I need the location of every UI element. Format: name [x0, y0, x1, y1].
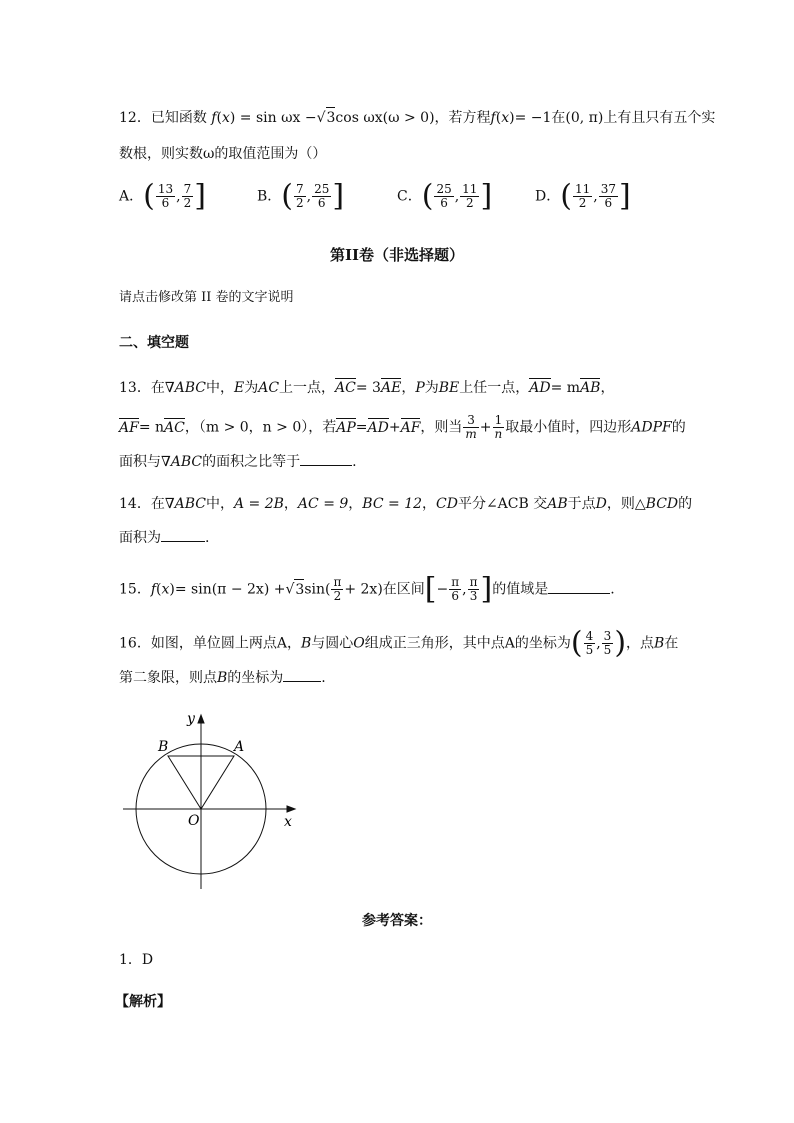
section2-note: 请点击修改第 II 卷的文字说明 — [119, 290, 294, 305]
analysis-heading: 【解析】 — [115, 994, 171, 1010]
label-o: O — [188, 813, 200, 829]
q16-line2: 第二象限，则点B的坐标为 . — [119, 667, 326, 688]
q16-line1: 16．如图，单位圆上两点A，B与圆心O组成正三角形，其中点A的坐标为( $\frac{4}{5}$ , $\frac{3}{5}$ )，点B在 — [119, 625, 679, 661]
q13-line3: 面积与∇ABC的面积之比等于 . — [119, 451, 357, 472]
label-a: A — [234, 739, 245, 755]
y-axis-arrow — [198, 715, 204, 723]
option-a: A．( $\frac{13}{6}$ , $\frac{7}{2}$ ] — [119, 178, 206, 214]
q15-line: 15．f(x)= sin(π − 2x) +√3sin( $\frac{\pi}{2}$ + 2x)在区间[− $\frac{\pi}{6}$ , $\frac{\pi}{3}$ ]的值域是 . — [119, 571, 615, 607]
label-y: y — [187, 711, 195, 727]
part2-heading: 二、填空题 — [119, 335, 189, 351]
label-x: x — [284, 814, 292, 830]
option-c: C．( $\frac{25}{6}$ , $\frac{11}{2}$ ] — [397, 178, 493, 214]
answers-title: 参考答案： — [362, 913, 432, 929]
q12-line1: 12．已知函数 f(x) = sin ωx −√3cos ωx(ω > 0)，若方程f(x)= −1在(0, π)上有且只有五个实 — [119, 107, 715, 128]
x-axis-arrow — [287, 806, 295, 812]
answer-blank[interactable] — [300, 451, 352, 466]
q12-number: 12． — [119, 110, 151, 126]
q14-line2: 面积为 . — [119, 527, 209, 548]
answer-1: 1．D — [119, 952, 154, 968]
option-d: D．( $\frac{11}{2}$ , $\frac{37}{6}$ ] — [535, 178, 631, 214]
q13-line2: AF= nAC，（m > 0，n > 0），若AP=AD+AF，则当 $\frac{3}{m}$ + $\frac{1}{n}$ 取最小值时，四边形ADPF的 — [119, 413, 686, 441]
unit-circle-figure — [115, 705, 305, 895]
q14-line1: 14．在∇ABC中，A = 2B，AC = 9，BC = 12，CD平分∠ACB 交AB于点D，则△BCD的 — [119, 496, 693, 512]
q12-line2: 数根，则实数ω的取值范围为（） — [119, 146, 327, 162]
option-b: B．( $\frac{7}{2}$ , $\frac{25}{6}$ ] — [257, 178, 345, 214]
answer-blank[interactable] — [548, 579, 610, 594]
answer-blank[interactable] — [161, 527, 205, 542]
answer-blank[interactable] — [283, 667, 321, 682]
q13-line1: 13．在∇ABC中，E为AC上一点，AC= 3AE，P为BE上任一点，AD= mAB， — [119, 380, 615, 396]
section2-title: 第II卷（非选择题） — [329, 246, 465, 264]
label-b: B — [158, 739, 169, 755]
